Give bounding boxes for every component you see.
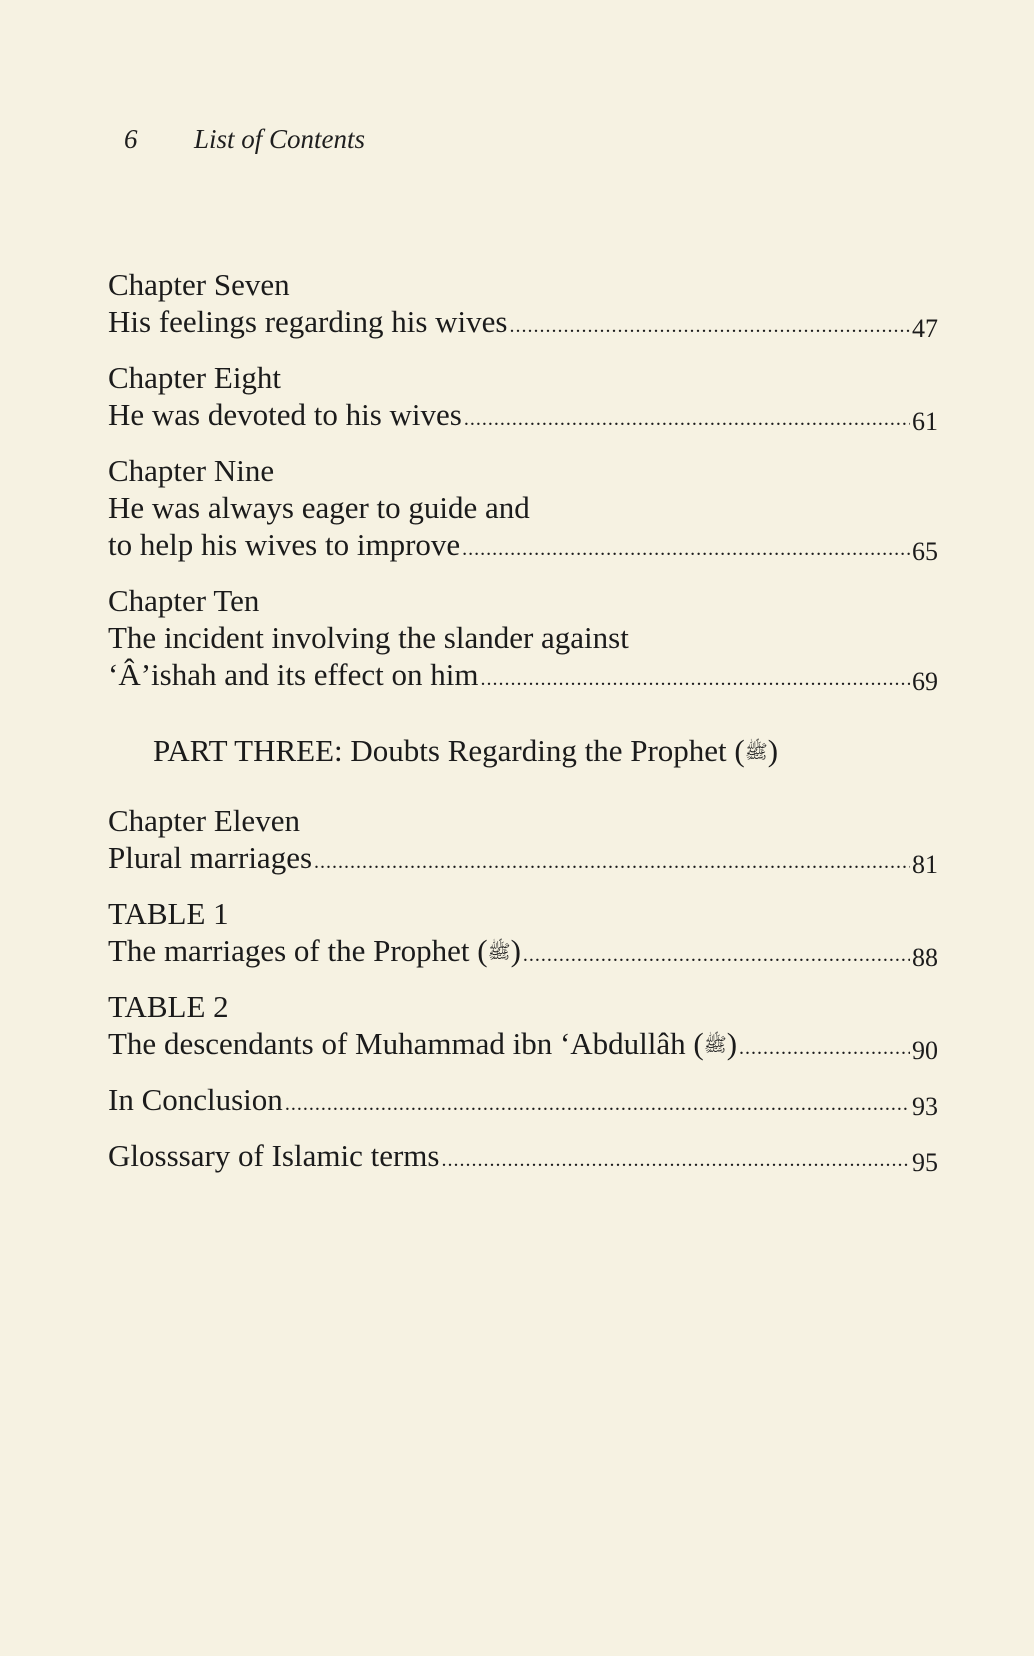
honorific-glyph: ﷺ — [744, 742, 768, 763]
section-title: Glosssary of Islamic terms — [108, 1138, 440, 1173]
chapter-heading: Chapter Seven — [108, 267, 290, 302]
table-title-close: ) — [726, 1026, 738, 1061]
toc-line — [108, 1025, 938, 1067]
toc-entry-glossary — [108, 1137, 938, 1179]
table-title — [108, 932, 521, 974]
page-reference: 81 — [912, 850, 938, 879]
chapter-title: to help his wives to improve — [108, 527, 461, 562]
chapter-title-line: The incident involving the slander against — [108, 620, 629, 655]
page-reference: 88 — [912, 943, 938, 972]
chapter-heading: Chapter Eight — [108, 360, 282, 395]
toc-line — [108, 526, 938, 568]
dot-leader — [464, 401, 910, 438]
table-heading: TABLE 2 — [108, 989, 229, 1024]
dot-leader — [441, 1142, 910, 1179]
toc-line — [108, 303, 938, 345]
toc-entry-conclusion — [108, 1081, 938, 1123]
dot-leader — [739, 1030, 910, 1067]
page-reference: 47 — [912, 314, 938, 343]
toc-line — [108, 1137, 938, 1179]
table-title-close: ) — [510, 933, 521, 968]
honorific-glyph: ﷺ — [703, 1035, 727, 1056]
chapter-title: Plural marriages — [108, 840, 313, 875]
dot-leader — [285, 1086, 910, 1123]
table-title — [108, 1025, 737, 1067]
section-title: In Conclusion — [108, 1082, 283, 1117]
chapter-title: ‘Â’ishah and its effect on him — [108, 657, 479, 692]
toc-entry-chapter-eleven — [108, 802, 938, 881]
toc-entry-chapter-ten — [108, 582, 938, 698]
dot-leader — [509, 308, 910, 345]
running-head — [124, 124, 365, 155]
table-heading: TABLE 1 — [108, 896, 229, 931]
toc-entry-chapter-seven — [108, 266, 938, 345]
table-title-text: The marriages of the Prophet ( — [108, 933, 488, 968]
dot-leader — [523, 937, 910, 974]
part-heading — [153, 732, 938, 774]
page-reference: 61 — [912, 407, 938, 436]
page-reference: 69 — [912, 667, 938, 696]
toc-entry-table-1 — [108, 895, 938, 974]
toc-line — [108, 656, 938, 698]
chapter-heading: Chapter Ten — [108, 583, 260, 618]
dot-leader — [480, 661, 910, 698]
chapter-title: His feelings regarding his wives — [108, 304, 508, 339]
table-title-text: The descendants of Muhammad ibn ‘Abdullâh ( — [108, 1026, 704, 1061]
toc-entry-chapter-nine — [108, 452, 938, 568]
part-title: PART THREE: Doubts Regarding the Prophet ( — [153, 733, 745, 768]
page-reference: 65 — [912, 537, 938, 566]
toc-line — [108, 396, 938, 438]
dot-leader — [314, 844, 910, 881]
chapter-title: He was devoted to his wives — [108, 397, 462, 432]
page-number: 6 — [124, 124, 138, 154]
chapter-heading: Chapter Eleven — [108, 803, 300, 838]
toc-line — [108, 839, 938, 881]
table-of-contents — [108, 266, 938, 1193]
toc-line — [108, 932, 938, 974]
chapter-heading: Chapter Nine — [108, 453, 275, 488]
dot-leader — [462, 531, 910, 568]
running-title: List of Contents — [194, 124, 366, 154]
honorific-glyph: ﷺ — [487, 942, 511, 963]
toc-entry-table-2 — [108, 988, 938, 1067]
page-reference: 93 — [912, 1092, 938, 1121]
chapter-title-line: He was always eager to guide and — [108, 490, 530, 525]
page-reference: 90 — [912, 1036, 938, 1065]
page-reference: 95 — [912, 1148, 938, 1177]
part-title-close: ) — [767, 733, 779, 768]
toc-entry-chapter-eight — [108, 359, 938, 438]
toc-line — [108, 1081, 938, 1123]
